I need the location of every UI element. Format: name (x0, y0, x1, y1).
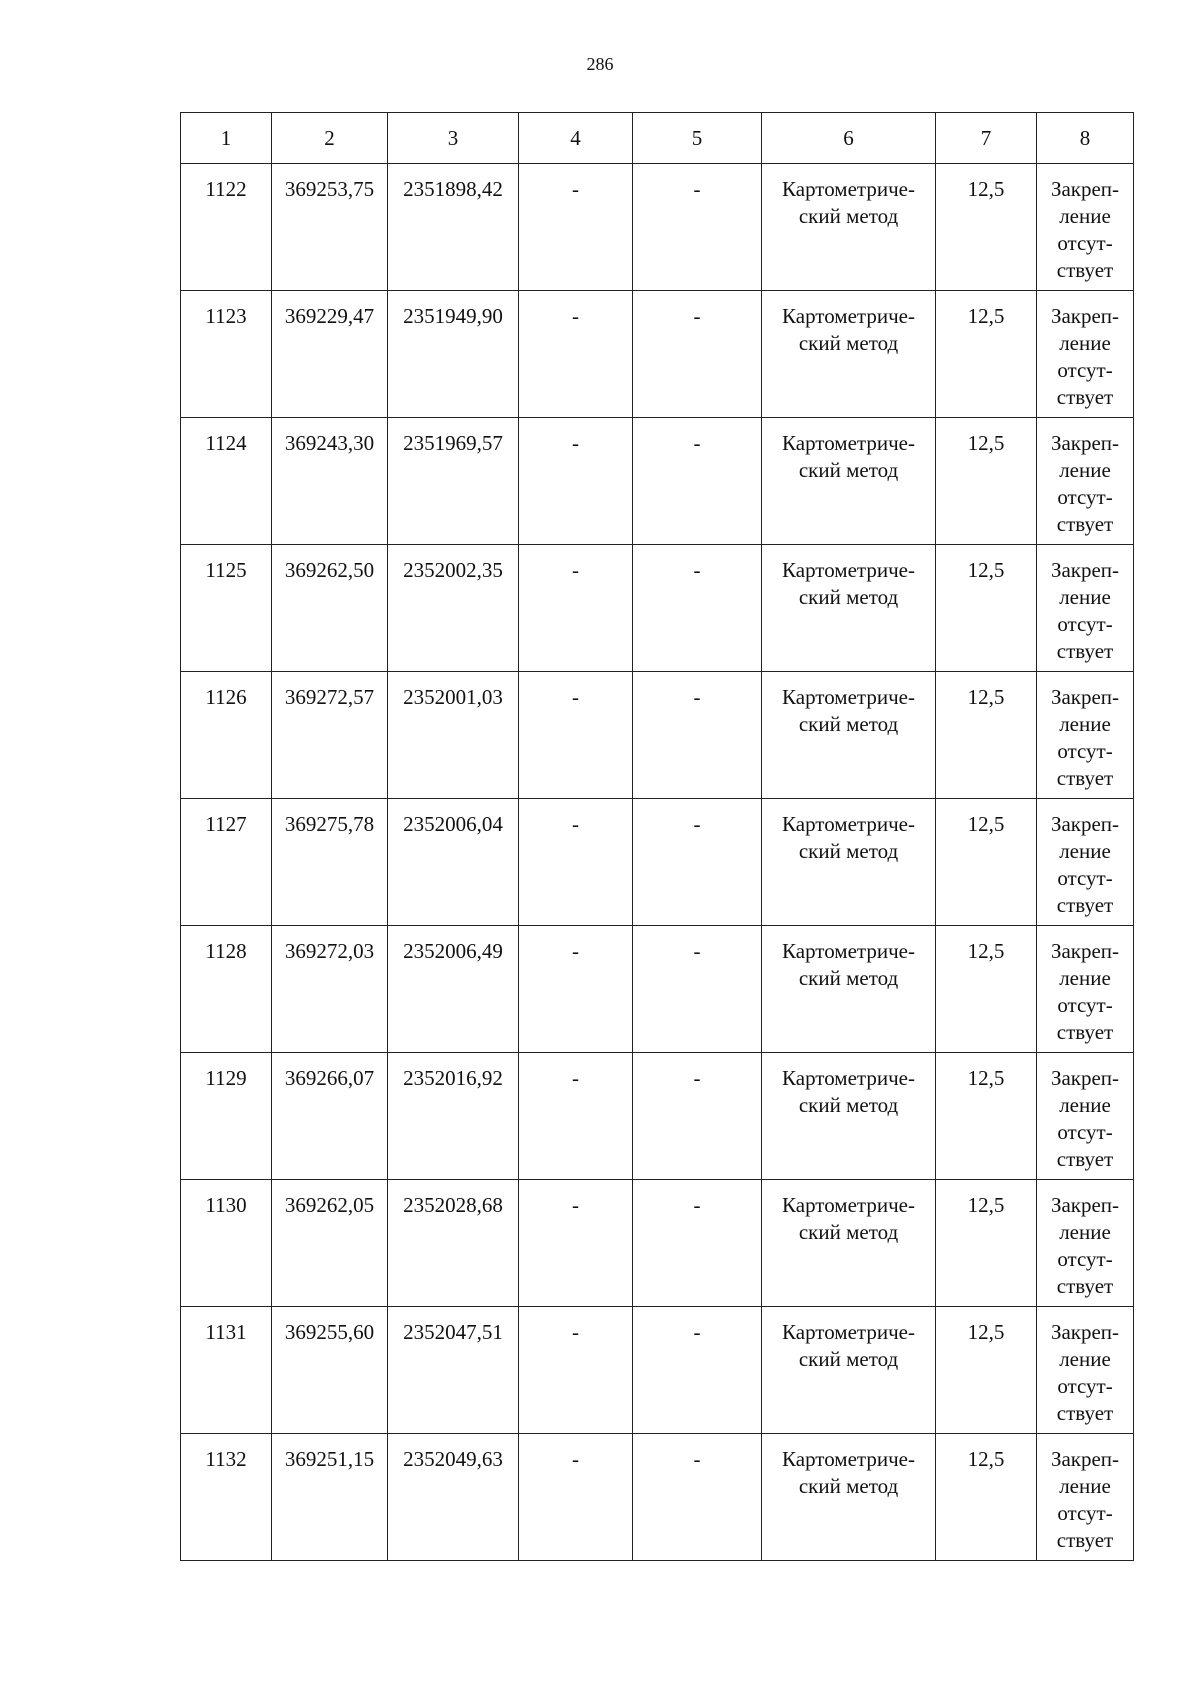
method-cell (762, 291, 936, 418)
method-cell-text: Картометриче- (782, 1320, 915, 1344)
method-cell-text: Картометриче- (782, 812, 915, 836)
column-5-cell-text: - (693, 177, 701, 201)
fixing-cell-text: Закреп- (1050, 558, 1120, 582)
fixing-cell-text: ствует (1056, 1528, 1114, 1552)
y-coordinate-cell (388, 1053, 519, 1180)
column-4-cell (519, 1053, 633, 1180)
header-cell: 5 (633, 113, 762, 164)
column-5-cell-text: - (693, 1066, 701, 1090)
x-coordinate-cell (272, 291, 388, 418)
table-row (181, 164, 1134, 291)
fixing-cell-text: отсут- (1057, 358, 1113, 382)
accuracy-cell-text: 12,5 (967, 939, 1005, 963)
accuracy-cell-text: 12,5 (967, 1193, 1005, 1217)
point-number-cell (181, 1307, 272, 1434)
accuracy-cell-text: 12,5 (967, 304, 1005, 328)
column-5-cell-text: - (693, 939, 701, 963)
method-cell (762, 1307, 936, 1434)
y-coordinate-cell (388, 1307, 519, 1434)
accuracy-cell (936, 291, 1037, 418)
accuracy-cell (936, 545, 1037, 672)
fixing-cell-text: отсут- (1057, 1501, 1113, 1525)
x-coordinate-cell (272, 1180, 388, 1307)
x-coordinate-cell-text: 369272,57 (284, 685, 375, 709)
fixing-cell-text: Закреп- (1050, 1066, 1120, 1090)
accuracy-cell (936, 1434, 1037, 1561)
x-coordinate-cell (272, 1307, 388, 1434)
fixing-cell-text: отсут- (1057, 866, 1113, 890)
table-row (181, 799, 1134, 926)
accuracy-cell (936, 672, 1037, 799)
column-5-cell-text: - (693, 431, 701, 455)
accuracy-cell-text: 12,5 (967, 558, 1005, 582)
method-cell (762, 164, 936, 291)
column-5-cell (633, 291, 762, 418)
point-number-cell (181, 672, 272, 799)
point-number-cell-text: 1131 (205, 1320, 247, 1344)
point-number-cell-text: 1124 (205, 431, 247, 455)
fixing-cell-text: отсут- (1057, 485, 1113, 509)
fixing-cell-text: Закреп- (1050, 304, 1120, 328)
header-cell: 3 (388, 113, 519, 164)
fixing-cell-text: ствует (1056, 385, 1114, 409)
fixing-cell-text: отсут- (1057, 612, 1113, 636)
x-coordinate-cell (272, 1434, 388, 1561)
fixing-cell-text: ствует (1056, 639, 1114, 663)
accuracy-cell-text: 12,5 (967, 1066, 1005, 1090)
column-4-cell-text: - (572, 304, 579, 328)
method-cell-text: ский метод (798, 1093, 899, 1117)
y-coordinate-cell-text: 2351969,57 (403, 431, 503, 455)
fixing-cell (1037, 291, 1134, 418)
y-coordinate-cell-text: 2352049,63 (403, 1447, 503, 1471)
y-coordinate-cell-text: 2352028,68 (403, 1193, 503, 1217)
fixing-cell-text: ление (1059, 1347, 1111, 1371)
column-4-cell (519, 545, 633, 672)
x-coordinate-cell-text: 369243,30 (284, 431, 375, 455)
method-cell (762, 545, 936, 672)
method-cell (762, 672, 936, 799)
accuracy-cell-text: 12,5 (967, 177, 1005, 201)
accuracy-cell (936, 799, 1037, 926)
column-5-cell-text: - (693, 1193, 701, 1217)
column-5-cell (633, 164, 762, 291)
column-4-cell (519, 1180, 633, 1307)
fixing-cell-text: Закреп- (1050, 1193, 1120, 1217)
column-5-cell (633, 418, 762, 545)
fixing-cell-text: ление (1059, 712, 1111, 736)
column-4-cell-text: - (572, 685, 579, 709)
point-number-cell (181, 1434, 272, 1561)
point-number-cell-text: 1130 (205, 1193, 247, 1217)
y-coordinate-cell (388, 672, 519, 799)
header-cell: 6 (762, 113, 936, 164)
column-4-cell-text: - (572, 177, 579, 201)
method-cell-text: ский метод (798, 966, 899, 990)
column-4-cell-text: - (572, 939, 579, 963)
point-number-cell (181, 1180, 272, 1307)
accuracy-cell-text: 12,5 (967, 431, 1005, 455)
fixing-cell-text: отсут- (1057, 1120, 1113, 1144)
method-cell-text: ский метод (798, 204, 899, 228)
column-4-cell (519, 1307, 633, 1434)
y-coordinate-cell (388, 291, 519, 418)
accuracy-cell (936, 418, 1037, 545)
method-cell-text: ский метод (798, 1220, 899, 1244)
fixing-cell-text: ление (1059, 458, 1111, 482)
method-cell (762, 1180, 936, 1307)
point-number-cell-text: 1127 (205, 812, 247, 836)
x-coordinate-cell (272, 545, 388, 672)
column-5-cell (633, 545, 762, 672)
y-coordinate-cell-text: 2352047,51 (403, 1320, 503, 1344)
header-cell: 1 (181, 113, 272, 164)
fixing-cell-text: отсут- (1057, 1374, 1113, 1398)
method-cell-text: Картометриче- (782, 431, 915, 455)
column-4-cell-text: - (572, 812, 579, 836)
y-coordinate-cell-text: 2352002,35 (403, 558, 503, 582)
header-cell: 2 (272, 113, 388, 164)
x-coordinate-cell (272, 672, 388, 799)
y-coordinate-cell-text: 2352001,03 (403, 685, 503, 709)
accuracy-cell (936, 926, 1037, 1053)
fixing-cell-text: ление (1059, 331, 1111, 355)
column-4-cell-text: - (572, 431, 579, 455)
point-number-cell-text: 1129 (205, 1066, 247, 1090)
column-4-cell-text: - (572, 1320, 579, 1344)
accuracy-cell-text: 12,5 (967, 1320, 1005, 1344)
point-number-cell-text: 1125 (205, 558, 247, 582)
table-row (181, 1307, 1134, 1434)
fixing-cell (1037, 1434, 1134, 1561)
fixing-cell-text: Закреп- (1050, 812, 1120, 836)
fixing-cell (1037, 545, 1134, 672)
column-5-cell (633, 672, 762, 799)
header-cell: 7 (936, 113, 1037, 164)
point-number-cell (181, 418, 272, 545)
y-coordinate-cell (388, 164, 519, 291)
y-coordinate-cell-text: 2351949,90 (403, 304, 503, 328)
point-number-cell-text: 1126 (205, 685, 247, 709)
x-coordinate-cell-text: 369275,78 (284, 812, 375, 836)
y-coordinate-cell (388, 418, 519, 545)
y-coordinate-cell-text: 2352016,92 (403, 1066, 503, 1090)
column-5-cell (633, 799, 762, 926)
method-cell-text: ский метод (798, 1474, 899, 1498)
accuracy-cell-text: 12,5 (967, 1447, 1005, 1471)
table-row (181, 926, 1134, 1053)
column-5-cell-text: - (693, 304, 701, 328)
point-number-cell (181, 799, 272, 926)
method-cell-text: ский метод (798, 331, 899, 355)
header-cell: 8 (1037, 113, 1134, 164)
accuracy-cell (936, 1180, 1037, 1307)
fixing-cell (1037, 799, 1134, 926)
fixing-cell-text: Закреп- (1050, 177, 1120, 201)
method-cell-text: Картометриче- (782, 177, 915, 201)
fixing-cell-text: ствует (1056, 1401, 1114, 1425)
fixing-cell (1037, 1180, 1134, 1307)
fixing-cell-text: ление (1059, 966, 1111, 990)
column-4-cell-text: - (572, 558, 579, 582)
fixing-cell-text: ствует (1056, 512, 1114, 536)
x-coordinate-cell-text: 369255,60 (284, 1320, 375, 1344)
method-cell-text: Картометриче- (782, 558, 915, 582)
fixing-cell (1037, 926, 1134, 1053)
method-cell-text: ский метод (798, 458, 899, 482)
method-cell-text: Картометриче- (782, 1193, 915, 1217)
x-coordinate-cell-text: 369262,05 (284, 1193, 375, 1217)
column-4-cell (519, 672, 633, 799)
column-5-cell-text: - (693, 1447, 701, 1471)
column-5-cell (633, 926, 762, 1053)
column-4-cell-text: - (572, 1193, 579, 1217)
point-number-cell (181, 926, 272, 1053)
y-coordinate-cell (388, 926, 519, 1053)
accuracy-cell (936, 1307, 1037, 1434)
table-row (181, 672, 1134, 799)
accuracy-cell (936, 164, 1037, 291)
fixing-cell-text: ление (1059, 204, 1111, 228)
method-cell-text: Картометриче- (782, 304, 915, 328)
method-cell-text: ский метод (798, 839, 899, 863)
fixing-cell-text: ление (1059, 585, 1111, 609)
x-coordinate-cell-text: 369266,07 (284, 1066, 375, 1090)
column-5-cell (633, 1434, 762, 1561)
fixing-cell (1037, 672, 1134, 799)
fixing-cell-text: отсут- (1057, 1247, 1113, 1271)
method-cell-text: ский метод (798, 1347, 899, 1371)
fixing-cell-text: ствует (1056, 893, 1114, 917)
y-coordinate-cell (388, 1434, 519, 1561)
method-cell (762, 799, 936, 926)
table-row (181, 545, 1134, 672)
method-cell (762, 1053, 936, 1180)
column-5-cell-text: - (693, 685, 701, 709)
column-5-cell-text: - (693, 812, 701, 836)
method-cell-text: ский метод (798, 712, 899, 736)
accuracy-cell-text: 12,5 (967, 685, 1005, 709)
x-coordinate-cell (272, 799, 388, 926)
x-coordinate-cell-text: 369229,47 (284, 304, 375, 328)
column-4-cell (519, 799, 633, 926)
method-cell-text: Картометриче- (782, 1066, 915, 1090)
fixing-cell-text: Закреп- (1050, 1320, 1120, 1344)
x-coordinate-cell-text: 369253,75 (284, 177, 375, 201)
fixing-cell-text: отсут- (1057, 739, 1113, 763)
fixing-cell-text: Закреп- (1050, 431, 1120, 455)
fixing-cell (1037, 164, 1134, 291)
fixing-cell-text: ствует (1056, 766, 1114, 790)
fixing-cell-text: ление (1059, 839, 1111, 863)
table-row (181, 291, 1134, 418)
column-4-cell (519, 926, 633, 1053)
column-5-cell-text: - (693, 558, 701, 582)
fixing-cell-text: ствует (1056, 1020, 1114, 1044)
column-5-cell (633, 1180, 762, 1307)
method-cell-text: Картометриче- (782, 685, 915, 709)
fixing-cell (1037, 1053, 1134, 1180)
column-4-cell (519, 1434, 633, 1561)
fixing-cell-text: Закреп- (1050, 939, 1120, 963)
column-4-cell (519, 164, 633, 291)
point-number-cell-text: 1128 (205, 939, 247, 963)
fixing-cell-text: Закреп- (1050, 1447, 1120, 1471)
method-cell-text: Картометриче- (782, 939, 915, 963)
column-5-cell-text: - (693, 1320, 701, 1344)
table-row (181, 1053, 1134, 1180)
column-4-cell-text: - (572, 1447, 579, 1471)
y-coordinate-cell-text: 2351898,42 (403, 177, 503, 201)
point-number-cell-text: 1123 (205, 304, 247, 328)
y-coordinate-cell (388, 545, 519, 672)
x-coordinate-cell (272, 418, 388, 545)
column-4-cell (519, 418, 633, 545)
fixing-cell-text: отсут- (1057, 231, 1113, 255)
fixing-cell-text: отсут- (1057, 993, 1113, 1017)
x-coordinate-cell (272, 164, 388, 291)
method-cell (762, 418, 936, 545)
method-cell-text: ский метод (798, 585, 899, 609)
table-row (181, 1180, 1134, 1307)
y-coordinate-cell (388, 1180, 519, 1307)
point-number-cell-text: 1122 (205, 177, 247, 201)
point-number-cell (181, 291, 272, 418)
fixing-cell-text: ление (1059, 1093, 1111, 1117)
header-cell: 4 (519, 113, 633, 164)
column-4-cell (519, 291, 633, 418)
x-coordinate-cell (272, 926, 388, 1053)
x-coordinate-cell-text: 369262,50 (284, 558, 375, 582)
x-coordinate-cell (272, 1053, 388, 1180)
column-5-cell (633, 1053, 762, 1180)
fixing-cell-text: ствует (1056, 258, 1114, 282)
fixing-cell-text: ление (1059, 1220, 1111, 1244)
fixing-cell-text: ствует (1056, 1147, 1114, 1171)
y-coordinate-cell-text: 2352006,49 (403, 939, 503, 963)
fixing-cell-text: Закреп- (1050, 685, 1120, 709)
column-4-cell-text: - (572, 1066, 579, 1090)
point-number-cell-text: 1132 (205, 1447, 247, 1471)
point-number-cell (181, 545, 272, 672)
point-number-cell (181, 164, 272, 291)
method-cell-text: Картометриче- (782, 1447, 915, 1471)
method-cell (762, 1434, 936, 1561)
y-coordinate-cell (388, 799, 519, 926)
fixing-cell-text: ствует (1056, 1274, 1114, 1298)
point-number-cell (181, 1053, 272, 1180)
method-cell (762, 926, 936, 1053)
header-row (181, 113, 1134, 164)
accuracy-cell-text: 12,5 (967, 812, 1005, 836)
accuracy-cell (936, 1053, 1037, 1180)
fixing-cell (1037, 418, 1134, 545)
fixing-cell-text: ление (1059, 1474, 1111, 1498)
table-row (181, 1434, 1134, 1561)
column-5-cell (633, 1307, 762, 1434)
y-coordinate-cell-text: 2352006,04 (403, 812, 503, 836)
table-row (181, 418, 1134, 545)
x-coordinate-cell-text: 369272,03 (284, 939, 375, 963)
coordinates-table (180, 112, 1134, 1561)
page-number: 286 (586, 54, 614, 74)
fixing-cell (1037, 1307, 1134, 1434)
x-coordinate-cell-text: 369251,15 (284, 1447, 375, 1471)
